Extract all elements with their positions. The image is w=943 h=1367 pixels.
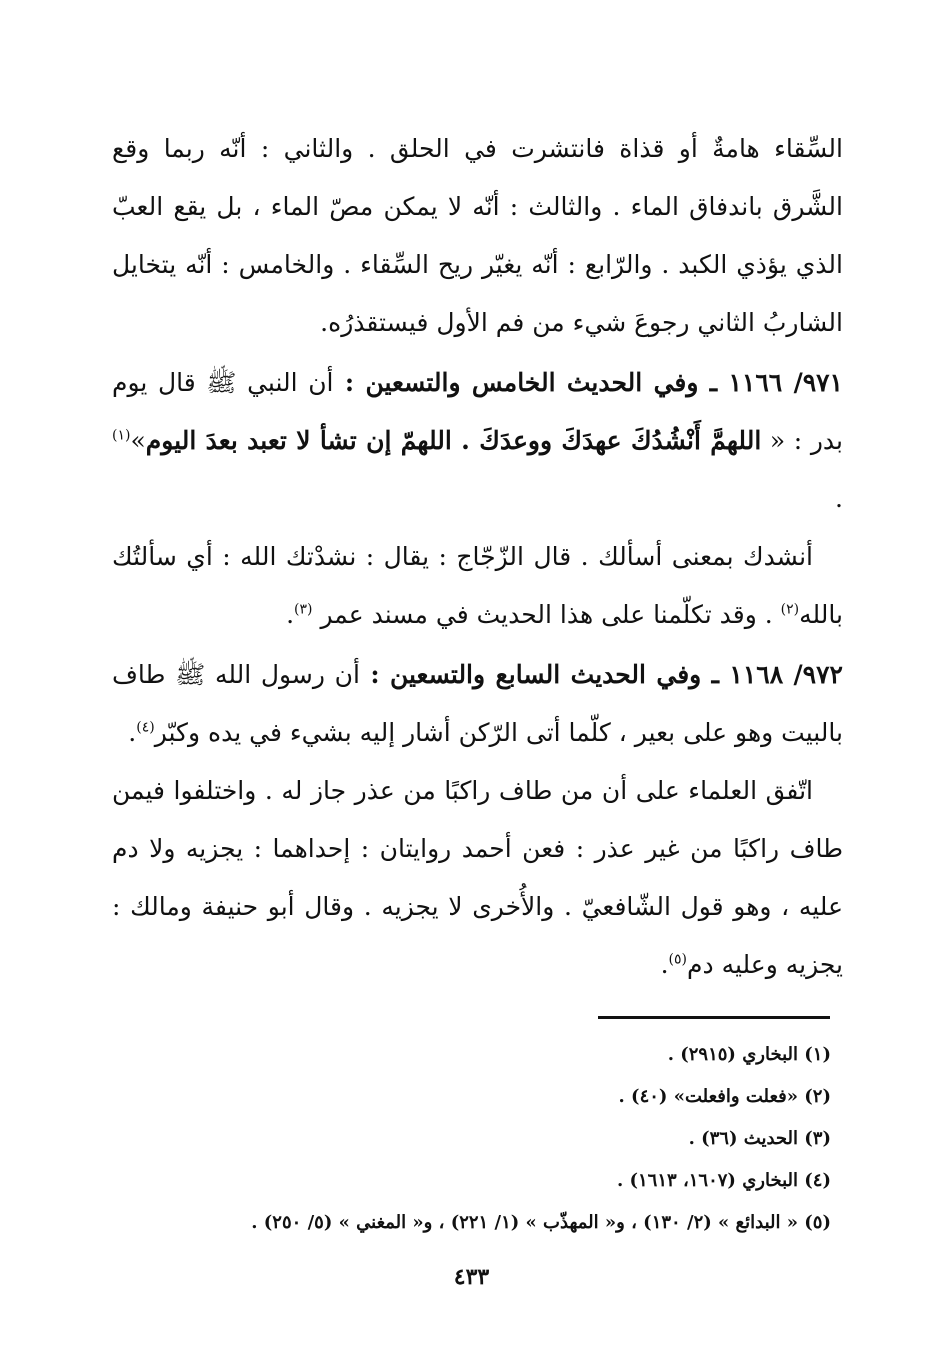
footnote-2: (٢) «فعلت وافعلت» (٤٠) . bbox=[618, 1086, 831, 1107]
footnote-5: (٥) « البدائع » (٢/ ١٣٠) ، و« المهذّب » (١/ ٢٢١) ، و« المغني » (٥/ ٢٥٠) . bbox=[251, 1212, 831, 1233]
hadith-quote: اللهمَّ أَنْشُدُكَ عهدَكَ ووعدَكَ . اللهمّ إن تشأ لا تعبد بعدَ اليوم bbox=[145, 426, 762, 455]
hadith-971 bbox=[112, 354, 843, 528]
paragraph-commentary-continued bbox=[112, 120, 843, 352]
footnote-ref: (٤) bbox=[136, 719, 155, 736]
page-number: ٤٣٣ bbox=[453, 1264, 490, 1290]
paragraph-text: اتّفق العلماء على أن من طاف راكبًا من عذر جاز له . واختلفوا فيمن طاف راكبًا من غير عذر : فعن أحمد روايتان : إحداهما : يجزيه ولا دم عليه ، وهو قول الشّافعيّ . والأُخرى لا يجزيه . وقال أبو حنيفة ومالك : يجزيه وعليه دم bbox=[112, 776, 843, 979]
footnote-ref: (٢) bbox=[780, 601, 800, 618]
hadith-number: ٩٧١/ ١١٦٦ bbox=[728, 368, 843, 397]
sentence-end: . bbox=[128, 718, 137, 747]
footnote-ref: (٣) bbox=[294, 601, 313, 618]
sentence-end: . bbox=[835, 484, 843, 513]
footnote-3: (٣) الحديث (٣٦) . bbox=[688, 1128, 831, 1149]
footnote-1: (١) البخاري (٢٩١٥) . bbox=[667, 1044, 831, 1065]
hadith-number: ٩٧٢/ ١١٦٨ bbox=[729, 660, 843, 689]
footnotes bbox=[131, 1034, 831, 1244]
paragraph-commentary-972 bbox=[112, 762, 843, 994]
footnote-ref: (٥) bbox=[668, 951, 688, 968]
footnote-ref: (١) bbox=[112, 427, 131, 444]
hadith-text: أن رسول الله ﷺ طاف بالبيت وهو على بعير ، كلّما أتى الرّكن أشار إليه بشيء في يده وكبّر bbox=[112, 660, 843, 747]
sentence-end: . bbox=[286, 600, 295, 629]
main-text bbox=[112, 120, 843, 994]
paragraph-text: . وقد تكلّمنا على هذا الحديث في مسند عمر bbox=[312, 600, 781, 629]
hadith-text: أن النبي ﷺ قال يوم بدر : « bbox=[112, 368, 843, 455]
footnote-4: (٤) البخاري (١٦٠٧، ١٦١٣) . bbox=[616, 1170, 831, 1191]
paragraph-text: السِّقاء هامةٌ أو قذاة فانتشرت في الحلق . والثاني : أنّه ربما وقع الشَّرق باندفاق الماء . والثالث : أنّه لا يمكن مصّ الماء ، بل يقع العبّ الذي يؤذي الكبد . والرّابع : أنّه يغيّر ريح السِّقاء . والخامس : أنّه يتخايل الشاربُ الثاني رجوعَ شيء من فم الأول فيستقذرُه. bbox=[112, 134, 843, 337]
footnote-separator bbox=[598, 1016, 830, 1019]
hadith-intro: ـ وفي الحديث السابع والتسعين : bbox=[359, 660, 730, 689]
sentence-end: . bbox=[660, 950, 669, 979]
quote-close: » bbox=[130, 426, 146, 455]
hadith-972 bbox=[112, 646, 843, 762]
paragraph-commentary-971 bbox=[112, 528, 843, 644]
hadith-intro: ـ وفي الحديث الخامس والتسعين : bbox=[333, 368, 729, 397]
paragraph-text: أنشدك بمعنى أسألك . قال الزّجّاج : يقال : نشدْتك الله : أي سألتُك بالله bbox=[112, 542, 843, 629]
